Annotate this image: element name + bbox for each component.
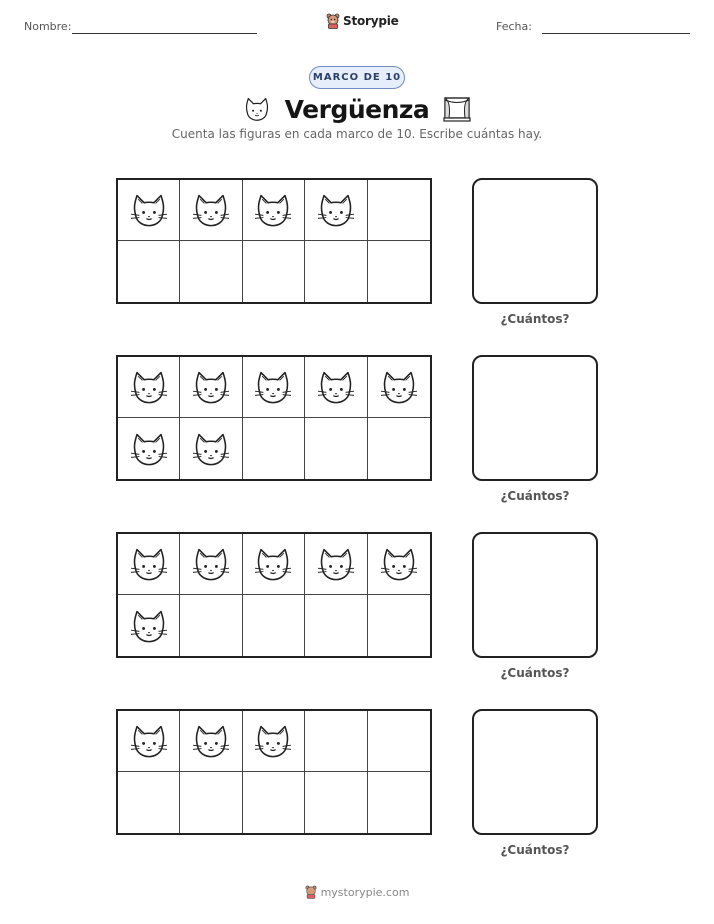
cat-face-icon [129, 192, 169, 228]
frame-cell-filled [305, 180, 367, 241]
frame-cell-empty [368, 180, 430, 241]
cat-face-icon [191, 431, 231, 467]
cat-face-icon [316, 546, 356, 582]
frame-cell-empty [305, 595, 367, 656]
frame-cell-empty [180, 595, 242, 656]
cat-face-icon [129, 723, 169, 759]
cat-face-icon [191, 369, 231, 405]
answer-label-4: ¿Cuántos? [500, 843, 570, 857]
frame-cell-filled [118, 357, 180, 418]
frame-cell-empty [305, 711, 367, 772]
bear-mascot-icon [305, 885, 317, 899]
frame-cell-filled [305, 534, 367, 595]
title-row [0, 92, 714, 126]
frame-cell-empty [180, 772, 242, 833]
frame-cell-empty [243, 772, 305, 833]
ten-frame-4 [116, 709, 432, 835]
worksheet-badge: MARCO DE 10 [309, 66, 405, 89]
frame-cell-filled [180, 357, 242, 418]
frame-cell-filled [180, 711, 242, 772]
frame-cell-filled [180, 180, 242, 241]
frame-cell-filled [368, 534, 430, 595]
frame-cell-empty [368, 595, 430, 656]
footer-url: mystorypie.com [320, 885, 410, 899]
answer-box-2[interactable] [472, 355, 598, 481]
name-line[interactable] [72, 33, 257, 34]
logo-text: Storypie [343, 14, 399, 28]
cat-face-icon [316, 369, 356, 405]
frame-cell-empty [305, 241, 367, 302]
cat-face-icon [191, 546, 231, 582]
frame-cell-empty [368, 418, 430, 479]
ten-frame-2 [116, 355, 432, 481]
frame-cell-filled [243, 711, 305, 772]
ten-frame-3 [116, 532, 432, 658]
answer-label-1: ¿Cuántos? [500, 312, 570, 326]
frame-cell-empty [305, 418, 367, 479]
name-label: Nombre: [24, 20, 72, 33]
cat-face-icon [129, 546, 169, 582]
cat-face-icon [243, 96, 271, 122]
frame-cell-filled [118, 595, 180, 656]
cat-face-icon [191, 192, 231, 228]
storypie-logo [326, 13, 399, 29]
cat-face-icon [129, 369, 169, 405]
frame-cell-empty [118, 772, 180, 833]
cat-face-icon [129, 431, 169, 467]
frame-cell-filled [118, 180, 180, 241]
theater-stage-icon [443, 96, 471, 122]
cat-face-icon [253, 723, 293, 759]
frame-cell-filled [243, 357, 305, 418]
instructions: Cuenta las figuras en cada marco de 10. Escribe cuántas hay. [171, 127, 543, 141]
cat-face-icon [191, 723, 231, 759]
date-line[interactable] [542, 33, 690, 34]
frame-cell-empty [243, 418, 305, 479]
answer-box-4[interactable] [472, 709, 598, 835]
frame-cell-filled [118, 418, 180, 479]
footer [0, 885, 714, 899]
frame-cell-filled [243, 534, 305, 595]
cat-face-icon [253, 192, 293, 228]
cat-face-icon [253, 369, 293, 405]
frame-cell-empty [243, 241, 305, 302]
frame-cell-empty [305, 772, 367, 833]
frame-cell-filled [118, 711, 180, 772]
frame-cell-empty [180, 241, 242, 302]
frame-cell-empty [368, 241, 430, 302]
frame-cell-filled [180, 418, 242, 479]
cat-face-icon [253, 546, 293, 582]
answer-label-3: ¿Cuántos? [500, 666, 570, 680]
frame-cell-empty [118, 241, 180, 302]
answer-label-2: ¿Cuántos? [500, 489, 570, 503]
ten-frame-1 [116, 178, 432, 304]
frame-cell-empty [368, 711, 430, 772]
answer-box-3[interactable] [472, 532, 598, 658]
frame-cell-filled [305, 357, 367, 418]
bear-mascot-icon [326, 13, 340, 29]
frame-cell-filled [180, 534, 242, 595]
frame-cell-filled [368, 357, 430, 418]
frame-cell-empty [243, 595, 305, 656]
page-title: Vergüenza [284, 94, 430, 124]
date-label: Fecha: [496, 20, 532, 33]
frame-cell-filled [243, 180, 305, 241]
answer-box-1[interactable] [472, 178, 598, 304]
frame-cell-filled [118, 534, 180, 595]
cat-face-icon [379, 369, 419, 405]
frame-cell-empty [368, 772, 430, 833]
cat-face-icon [316, 192, 356, 228]
cat-face-icon [129, 608, 169, 644]
cat-face-icon [379, 546, 419, 582]
